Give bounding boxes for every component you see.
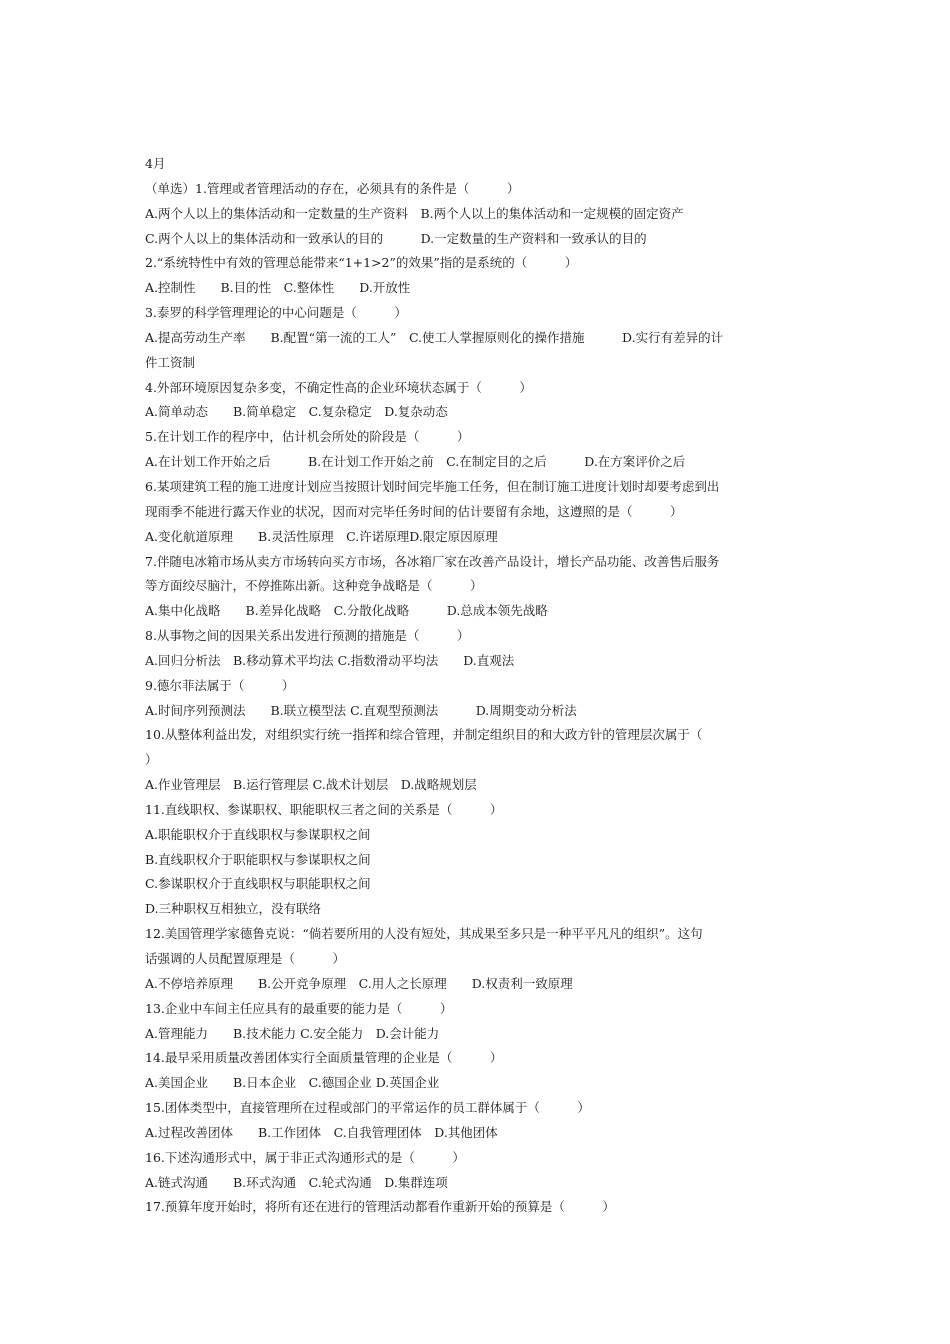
question-3: 3.泰罗的科学管理理论的中心问题是（ ）: [145, 305, 407, 321]
question-12-options: A.不停培养原理 B.公开竞争原理 C.用人之长原理 D.权责利一致原理: [145, 975, 573, 991]
question-14-options: A.美国企业 B.日本企业 C.德国企业 D.英国企业: [145, 1075, 440, 1091]
question-16-options: A.链式沟通 B.环式沟通 C.轮式沟通 D.集群连项: [145, 1174, 448, 1190]
question-11: 11.直线职权、参谋职权、职能职权三者之间的关系是（ ）: [145, 801, 503, 817]
question-13: 13.企业中车间主任应具有的最重要的能力是（ ）: [145, 1000, 453, 1016]
question-16: 16.下述沟通形式中，属于非正式沟通形式的是（ ）: [145, 1149, 465, 1165]
month-heading: 4月: [145, 156, 166, 171]
question-15: 15.团体类型中，直接管理所在过程或部门的平常运作的员工群体属于（ ）: [145, 1100, 590, 1116]
question-12-cont: 话强调的人员配置原理是（ ）: [145, 951, 346, 966]
question-10-options: A.作业管理层 B.运行管理层 C.战术计划层 D.战略规划层: [145, 777, 477, 793]
question-1: （单选）1.管理或者管理活动的存在，必须具有的条件是（ ）: [145, 180, 520, 196]
question-11-option-a: A.职能职权介于直线职权与参谋职权之间: [145, 826, 371, 842]
question-8: 8.从事物之间的因果关系出发进行预测的措施是（ ）: [145, 628, 470, 644]
question-15-options: A.过程改善团体 B.工作团体 C.自我管理团体 D.其他团体: [145, 1124, 498, 1140]
question-4-options: A.简单动态 B.简单稳定 C.复杂稳定 D.复杂动态: [145, 404, 448, 420]
question-14: 14.最早采用质量改善团体实行全面质量管理的企业是（ ）: [145, 1050, 503, 1066]
question-6-options: A.变化航道原理 B.灵活性原理 C.许诺原理D.限定原因原理: [145, 528, 498, 544]
question-7: 7.伴随电冰箱市场从卖方市场转向买方市场，各冰箱厂家在改善产品设计，增长产品功能、改善售后服务: [145, 553, 720, 569]
question-10: 10.从整体利益出发，对组织实行统一指挥和综合管理，并制定组织目的和大政方针的管理层次属于（: [145, 727, 703, 743]
question-1-options-ab: A.两个人以上的集体活动和一定数量的生产资料 B.两个人以上的集体活动和一定规模的固定资产: [145, 205, 684, 221]
question-11-option-c: C.参谋职权介于直线职权与职能职权之间: [145, 876, 371, 892]
question-3-options-cont: 件工资制: [145, 354, 196, 370]
question-17: 17.预算年度开始时，将所有还在进行的管理活动都看作重新开始的预算是（ ）: [145, 1199, 615, 1215]
question-13-options: A.管理能力 B.技术能力 C.安全能力 D.会计能力: [145, 1025, 440, 1041]
question-11-option-d: D.三种职权互相独立，没有联络: [145, 901, 322, 917]
question-1-options-cd: C.两个人以上的集体活动和一致承认的目的 D.一定数量的生产资料和一致承认的目的: [145, 230, 647, 246]
question-8-options: A.回归分析法 B.移动算术平均法 C.指数滑动平均法 D.直观法: [145, 652, 515, 668]
question-5: 5.在计划工作的程序中，估计机会所处的阶段是（ ）: [145, 429, 470, 445]
question-11-option-b: B.直线职权介于职能职权与参谋职权之间: [145, 851, 371, 867]
document-body: [145, 152, 810, 1220]
question-9: 9.德尔菲法属于（ ）: [145, 677, 295, 693]
question-10-cont: ）: [145, 752, 158, 768]
question-9-options: A.时间序列预测法 B.联立模型法 C.直观型预测法 D.周期变动分析法: [145, 702, 577, 718]
question-2-options: A.控制性 B.目的性 C.整体性 D.开放性: [145, 280, 411, 296]
question-5-options: A.在计划工作开始之后 B.在计划工作开始之前 C.在制定目的之后 D.在方案评价之后: [145, 454, 686, 470]
question-2: 2.“系统特性中有效的管理总能带来“1+1>2”的效果”指的是系统的（ ）: [145, 255, 578, 271]
question-12: 12.美国管理学家德鲁克说：“倘若要所用的人没有短处，其成果至多只是一种平平凡凡的组织”。这句: [145, 926, 703, 942]
question-7-cont: 等方面绞尽脑汁，不停推陈出新。这种竞争战略是（ ）: [145, 578, 483, 594]
question-3-options: A.提高劳动生产率 B.配置“第一流的工人” C.使工人掌握原则化的操作措施 D.实行有差异的计: [145, 329, 724, 345]
question-4: 4.外部环境原因复杂多变，不确定性高的企业环境状态属于（ ）: [145, 379, 532, 395]
question-6: 6.某项建筑工程的施工进度计划应当按照计划时间完毕施工任务，但在制订施工进度计划时却要考虑到出: [145, 478, 720, 494]
question-6-cont: 现雨季不能进行露天作业的状况，因而对完毕任务时间的估计要留有余地，这遵照的是（ ）: [145, 503, 683, 519]
question-7-options: A.集中化战略 B.差异化战略 C.分散化战略 D.总成本领先战略: [145, 603, 548, 619]
